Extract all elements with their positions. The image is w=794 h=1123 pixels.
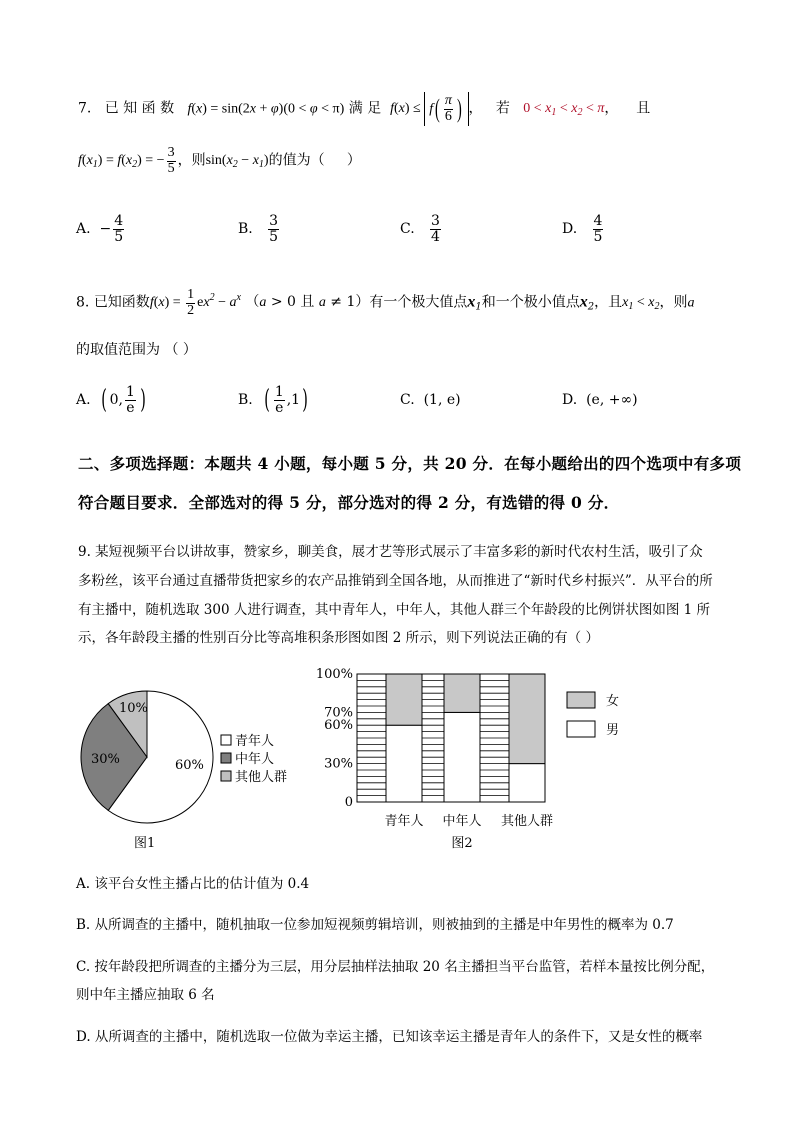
legend-swatch-middle (221, 753, 231, 763)
q7-line1: 7. 已 知 函 数 f(x) = sin(2x + φ)(0 < φ < π) 满 足 f(x) ≤ f( $\frac{\pi}{6}$ ) ， 若 $0 < x_1 < x_2 < \pi$， 且 (78, 92, 650, 126)
q8-text3: ，且 (594, 294, 623, 311)
q7-lead: 已 知 函 数 (104, 100, 175, 117)
q7-option-d[interactable]: D. $\frac{4}{5}$ (562, 213, 603, 245)
q7-function: f(x) = sin(2x + φ)(0 < φ < π) (187, 101, 345, 117)
q9-option-a[interactable]: A. 该平台女性主播占比的估计值为 0.4 (76, 876, 310, 892)
q8-function: f(x) = $\frac{1}{2}$ $ex^2 - a^x$ (149, 287, 241, 318)
pie-label-youth: 60% (175, 758, 204, 773)
bar-male-0 (386, 725, 422, 802)
y-tick-label: 60% (324, 718, 353, 734)
q8-line2 (76, 339, 197, 359)
y-tick-label: 30% (324, 756, 353, 772)
y-tick-label: 70% (324, 705, 353, 721)
option-label: C. (400, 221, 415, 238)
bar-female-1 (444, 674, 480, 712)
q7-line2: $f(x_1) = f(x_2)$ = − $\frac{3}{5}$ ，则$\sin(x_2 - x_1)$的值为（ ） (78, 145, 361, 176)
q8-text2: 和一个极小值点 (481, 294, 580, 311)
q8-text1: 有一个极大值点 (369, 294, 468, 311)
q8-line2-text: 的取值范围为 （ ） (76, 342, 197, 358)
q8-text4: ，则 (659, 294, 688, 311)
q8-condition: （a > 0 且 a ≠ 1） (245, 294, 370, 311)
q9-stem-line3: 有主播中，随机选取 300 人进行调查，其中青年人，中年人，其他人群三个年龄段的比例饼状图如图 1 所 (78, 602, 711, 618)
legend-swatch-other (221, 771, 231, 781)
y-tick-label: 100% (315, 667, 353, 682)
bar-female-2 (509, 674, 545, 764)
q8-number: 8. (76, 294, 90, 311)
q7-satisfy: 满 足 (348, 100, 382, 117)
q9-stem-line1: 9. 某短视频平台以讲故事，赞家乡，聊美食，展才艺等形式展示了丰富多彩的新时代农村生活，吸引了众 (78, 544, 703, 560)
q7-and: 且 (636, 100, 651, 117)
legend-label-female: 女 (606, 694, 620, 709)
figure2-stacked-bar-chart (310, 660, 640, 855)
section2-heading-line2: 符合题目要求．全部选对的得 5 分，部分选对的得 2 分，有选错的得 0 分． (78, 493, 620, 512)
q7-condition: $0 < x_1 < x_2 < \pi$ (523, 101, 605, 119)
legend-label-middle: 中年人 (235, 752, 275, 767)
legend-swatch-female (567, 692, 595, 708)
pie-label-other: 10% (119, 701, 148, 716)
q9-stem-line4: 示，各年龄段主播的性别百分比等高堆积条形图如图 2 所示，则下列说法正确的有（ ） (78, 630, 599, 646)
legend-swatch-male (567, 721, 595, 737)
option-label: C. (400, 392, 415, 408)
q8-option-c[interactable]: C. (1, e) (400, 392, 461, 408)
option-label: D. (562, 392, 578, 408)
legend-label-youth: 青年人 (235, 734, 275, 749)
x-label-other: 其他人群 (500, 814, 554, 829)
bar-male-2 (509, 764, 545, 802)
option-label: B. (238, 221, 253, 238)
q9-option-c-cont: 则中年主播应抽取 6 名 (76, 987, 215, 1003)
pie-label-middle: 30% (91, 752, 120, 767)
q9-option-c[interactable]: C. 按年龄段把所调查的主播分为三层，用分层抽样法抽取 20 名主播担当平台监管，若样本量按比例分配， (76, 959, 715, 975)
q7-option-c[interactable]: C. $\frac{3}{4}$ (400, 213, 440, 245)
option-label: A. (76, 392, 91, 409)
q9-option-b[interactable]: B. 从所调查的主播中，随机抽取一位参加短视频剪辑培训，则被抽到的主播是中年男性的概率为 0.7 (76, 917, 674, 933)
q7-option-a[interactable]: A. − $\frac{4}{5}$ (76, 213, 124, 245)
y-tick-label: 0 (344, 795, 353, 810)
legend-label-other: 其他人群 (235, 770, 288, 785)
figure1-caption: 图1 (134, 836, 156, 851)
option-label: A. (76, 221, 91, 238)
x-label-youth: 青年人 (384, 814, 424, 829)
q8-option-b[interactable]: B. ( $\frac{1}{e}$ ,1) (238, 384, 308, 416)
q7-if: 若 (495, 100, 510, 117)
bar-male-1 (444, 712, 480, 802)
q9-option-d[interactable]: D. 从所调查的主播中，随机选取一位做为幸运主播，已知该幸运主播是青年人的条件下，又是女性的概率 (76, 1029, 703, 1045)
q7-inequality: f(x) ≤ f( $\frac{\pi}{6}$ ) (390, 101, 468, 116)
section2-heading-line1: 二、多项选择题：本题共 4 小题，每小题 5 分，共 20 分．在每小题给出的四个选项中有多项 (78, 454, 742, 473)
bar-female-0 (386, 674, 422, 725)
q8-option-d[interactable]: D. (e, +∞) (562, 392, 638, 408)
q8-option-a[interactable]: A. ( 0, $\frac{1}{e}$ ) (76, 384, 146, 416)
figure2-caption: 图2 (451, 836, 473, 851)
q8-prefix: 已知函数 (93, 294, 150, 311)
legend-swatch-youth (221, 735, 231, 745)
legend-label-male: 男 (606, 723, 620, 738)
q7-option-b[interactable]: B. $\frac{3}{5}$ (238, 213, 279, 245)
q9-stem-line2: 多粉丝，该平台通过直播带货把家乡的农产品推销到全国各地，从而推进了“新时代乡村振兴”．从平台的所 (78, 573, 713, 589)
option-label: D. (562, 221, 578, 238)
x-label-middle: 中年人 (442, 814, 482, 829)
option-label: B. (238, 392, 253, 409)
figure1-pie-chart (70, 680, 330, 855)
q7-number: 7. (78, 100, 92, 117)
q8-line1: 8. 已知函数f(x) = $\frac{1}{2}$ $ex^2 - a^x$ （a > 0 且 a ≠ 1）有一个极大值点$x_1$和一个极小值点$x_2$，且$x_1 < x_2$，则a (76, 287, 695, 318)
